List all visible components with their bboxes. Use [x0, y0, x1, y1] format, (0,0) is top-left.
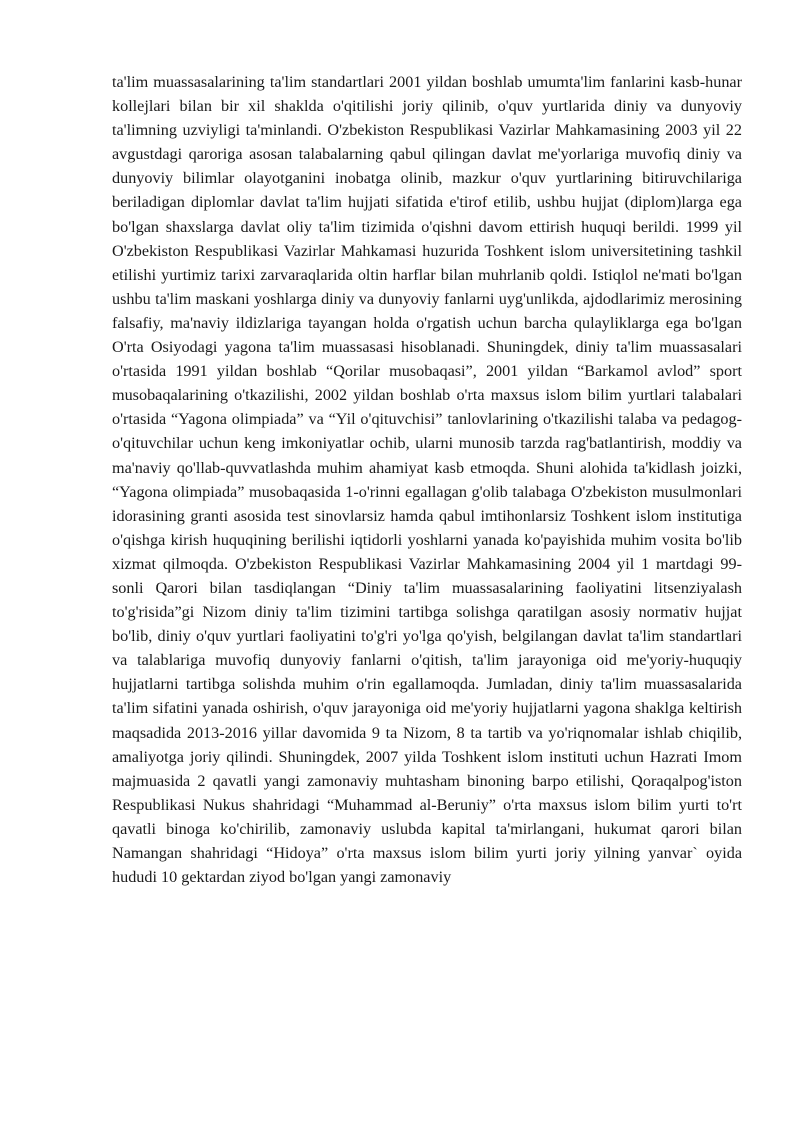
document-page [112, 70, 742, 889]
body-paragraph: ta'lim muassasalarining ta'lim standartlari 2001 yildan boshlab umumta'lim fanlarini kasb-hunar kollejlari bilan bir xil shaklda o'qitilishi joriy qilinib, o'quv yurtlarida diniy va dunyoviy ta'limning uzviyligi ta'minlandi. O'zbekiston Respublikasi Vazirlar Mahkamasining 2003 yil 22 avgustdagi qaroriga asosan talabalarning qabul qilingan davlat me'yorlariga muvofiq diniy va dunyoviy bilimlar olayotganini inobatga olinib, mazkur o'quv yurtlarining bitiruvchilariga beriladigan diplomlar davlat ta'lim hujjati sifatida e'tirof etilib, ushbu hujjat (diplom)larga ega bo'lgan shaxslarga davlat oliy ta'lim tizimida o'qishni davom ettirish huquqi berildi. 1999 yil O'zbekiston Respublikasi Vazirlar Mahkamasi huzurida Toshkent islom universitetining tashkil etilishi yurtimiz tarixi zarvaraqlarida oltin harflar bilan muhrlanib qoldi. Istiqlol ne'mati bo'lgan ushbu ta'lim maskani yoshlarga diniy va dunyoviy fanlarni uyg'unlikda, ajdodlarimiz merosining falsafiy, ma'naviy ildizlariga tayangan holda o'rgatish uchun barcha qulayliklarga ega bo'lgan O'rta Osiyodagi yagona ta'lim muassasasi hisoblanadi. Shuningdek, diniy ta'lim muassasalari o'rtasida 1991 yildan boshlab “Qorilar musobaqasi”, 2001 yildan “Barkamol avlod” sport musobaqalarining o'tkazilishi, 2002 yildan boshlab o'rta maxsus islom bilim yurtlari talabalari o'rtasida “Yagona olimpiada” va “Yil o'qituvchisi” tanlovlarining o'tkazilishi talaba va pedagog-o'qituvchilar uchun keng imkoniyatlar ochib, ularni munosib tarzda rag'batlantirish, moddiy va ma'naviy qo'llab-quvvatlashda muhim ahamiyat kasb etmoqda. Shuni alohida ta'kidlash joizki, “Yagona olimpiada” musobaqasida 1-o'rinni egallagan g'olib talabaga O'zbekiston musulmonlari idorasining granti asosida test sinovlarsiz hamda qabul imtihonlarsiz Toshkent islom institutiga o'qishga kirish huquqining berilishi iqtidorli yoshlarni yanada ko'payishida muhim vosita bo'lib xizmat qilmoqda. O'zbekiston Respublikasi Vazirlar Mahkamasining 2004 yil 1 martdagi 99-sonli Qarori bilan tasdiqlangan “Diniy ta'lim muassasalarining faoliyatini litsenziyalash to'g'risida”gi Nizom diniy ta'lim tizimini tartibga solishga qaratilgan asosiy normativ hujjat bo'lib, diniy o'quv yurtlari faoliyatini to'g'ri yo'lga qo'yish, belgilangan davlat ta'lim standartlari va talablariga muvofiq dunyoviy fanlarni o'qitish, ta'lim jarayoniga oid me'yoriy-huquqiy hujjatlarni tartibga solishda muhim o'rin egallamoqda. Jumladan, diniy ta'lim muassasalarida ta'lim sifatini yanada oshirish, o'quv jarayoniga oid me'yoriy hujjatlarni yagona shaklga keltirish maqsadida 2013-2016 yillar davomida 9 ta Nizom, 8 ta tartib va yo'riqnomalar ishlab chiqilib, amaliyotga joriy qilindi. Shuningdek, 2007 yilda Toshkent islom instituti uchun Hazrati Imom majmuasida 2 qavatli yangi zamonaviy muhtasham binoning barpo etilishi, Qoraqalpog'iston Respublikasi Nukus shahridagi “Muhammad al-Beruniy” o'rta maxsus islom bilim yurti to'rt qavatli binoga ko'chirilib, zamonaviy uslubda kapital ta'mirlangani, hukumat qarori bilan Namangan shahridagi “Hidoya” o'rta maxsus islom bilim yurti joriy yilning yanvar` oyida hududi 10 gektardan ziyod bo'lgan yangi zamonaviy [112, 73, 742, 887]
